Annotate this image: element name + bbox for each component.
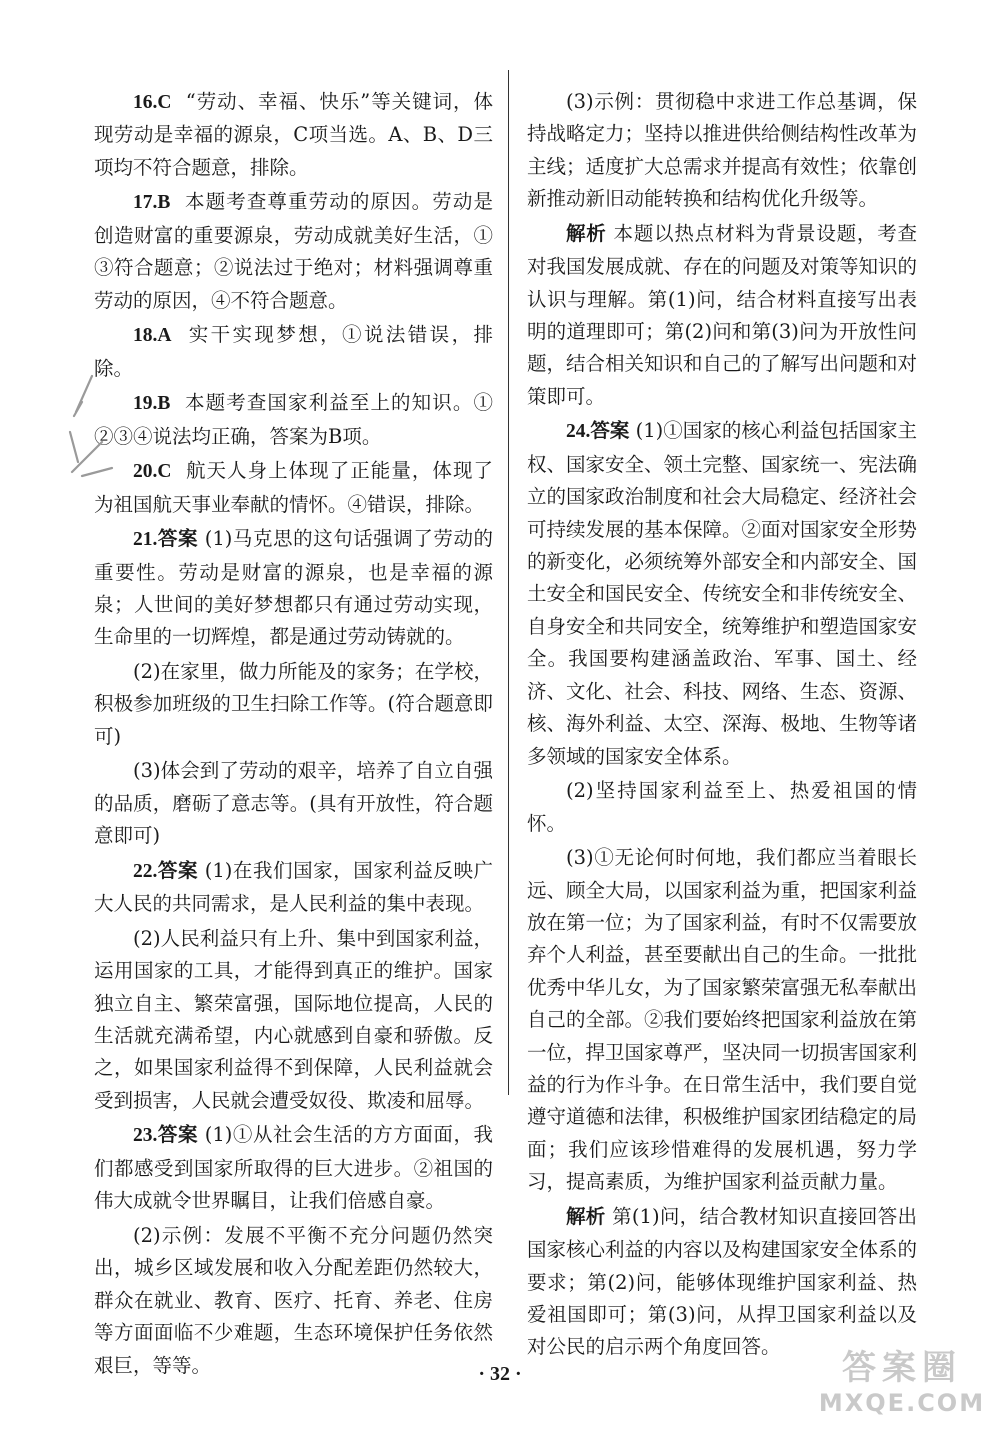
question-number: 19.B [133,393,171,415]
answer-keyword: 答案 [157,529,199,551]
answer-text: (2)坚持国家利益至上、热爱祖国的情怀。 [527,779,917,835]
answer-paragraph [94,855,493,921]
answer-keyword: 答案 [157,860,199,882]
answer-text: (1)马克思的这句话强调了劳动的重要性。劳动是财富的源泉，也是幸福的源泉；人世间的美好梦想都只有通过劳动实现，生命里的一切辉煌，都是通过劳动铸就的。 [94,527,493,649]
question-number: 23. [133,1125,158,1147]
answer-keyword: 答案 [590,421,630,443]
answer-text: (3)①无论何时何地，我们都应当着眼长远、顾全大局，以国家利益为重，把国家利益放在第一位；为了国家利益，有时不仅需要放弃个人利益，甚至要献出自己的生命。一批批优秀中华儿女，为了国家繁荣富强无私奉献出自己的全部。②我们要始终把国家利益放在第一位，捍卫国家尊严，坚决同一切损害国家利益的行为作斗争。在日常生活中，我们要自觉遵守道德和法律，积极维护国家团结稳定的局面；我们应该珍惜难得的发展机遇，努力学习，提高素质，为维护国家利益贡献力量。 [527,846,918,1194]
label-spacer [171,90,185,113]
column-divider [508,70,509,1095]
label-spacer [198,1123,205,1146]
question-number: 22. [133,860,158,882]
answer-paragraph [94,319,493,385]
right-column [527,86,917,1366]
answer-paragraph [527,415,917,772]
answer-paragraph [94,387,493,453]
question-number: 21. [133,529,158,551]
answer-keyword: 解析 [566,223,607,245]
label-spacer [171,459,185,482]
left-column [94,86,493,1384]
answer-paragraph [94,455,493,521]
label-spacer [170,190,185,213]
answer-text: 本题以热点材料为背景设题，考查对我国发展成就、存在的问题及对策等知识的认识与理解。第(1)问，结合材料直接写出表明的道理即可；第(2)问和第(3)问为开放性问题，结合相关知识和自己的了解写出问题和对策即可。 [527,221,918,408]
watermark-site: MXQE.COM [818,1389,986,1417]
answer-text: 实干实现梦想，①说法错误，排除。 [94,323,493,380]
page-number: · 32 · [478,1363,522,1385]
answer-text: (3)体会到了劳动的艰辛，培养了自立自强的品质，磨砺了意志等。(具有开放性，符合题意即可) [94,759,493,848]
answer-text: (1)①从社会生活的方方面面，我们都感受到国家所取得的巨大进步。②祖国的伟大成就令世界瞩目，让我们倍感自豪。 [94,1123,493,1213]
answer-text: (2)示例：发展不平衡不充分问题仍然突出，城乡区域发展和收入分配差距仍然较大，群众在就业、教育、医疗、托育、养老、住房等方面面临不少难题，生态环境保护任务依然艰巨，等等。 [94,1223,493,1377]
label-spacer [198,527,205,550]
question-number: 24. [566,421,591,443]
answer-text: (3)示例：贯彻稳中求进工作总基调，保持战略定力；坚持以推进供给侧结构性改革为主线；适度扩大总需求并提高有效性；依靠创新推动新旧动能转换和结构优化升级等。 [527,90,918,211]
label-spacer [171,323,188,346]
answer-text: (2)人民利益只有上升、集中到国家利益，运用国家的工具，才能得到真正的维护。国家独立自主、繁荣富强，国际地位提高，人民的生活就充满希望，内心就感到自豪和骄傲。反之，如果国家利益得不到保障，人民利益就会受到损害，人民就会遭受奴役、欺凌和屈辱。 [94,926,493,1112]
answer-paragraph [527,842,917,1198]
label-spacer [170,391,185,414]
answer-text: (1)在我们国家，国家利益反映广大人民的共同需求，是人民利益的集中表现。 [94,858,493,916]
answer-paragraph [527,775,917,840]
label-spacer [198,859,205,882]
watermark [812,1348,992,1428]
answer-keyword: 解析 [566,1206,606,1228]
answer-paragraph [527,86,917,216]
watermark-logo: 答案圈 [842,1348,962,1388]
answer-paragraph [94,86,493,184]
pen-scribble-mark [62,372,122,492]
answer-text: 本题考查尊重劳动的原因。劳动是创造财富的重要源泉，劳动成就美好生活，①③符合题意；②说法过于绝对；材料强调尊重劳动的原因，④不符合题意。 [94,190,493,312]
answer-text: (1)①国家的核心利益包括国家主权、国家安全、领土完整、国家统一、宪法确立的国家政治制度和社会大局稳定、经济社会可持续发展的基本保障。②面对国家安全形势的新变化，必须统筹外部安全和内部安全、国土安全和国民安全、传统安全和非传统安全、自身安全和共同安全，统筹维护和塑造国家安全。我国要构建涵盖政治、军事、国土、经济、文化、社会、科技、网络、生态、资源、核、海外利益、太空、深海、极地、生物等诸多领域的国家安全体系。 [527,419,918,768]
question-number: 16.C [133,92,172,113]
answer-paragraph [94,1119,493,1217]
question-number: 18.A [133,325,172,347]
label-spacer [607,222,614,245]
answer-paragraph [94,656,493,753]
answer-paragraph [94,523,493,654]
answer-paragraph [527,1201,917,1364]
answer-paragraph [527,218,917,413]
answer-paragraph [94,755,493,852]
answer-keyword: 答案 [157,1125,199,1147]
answer-text: 第(1)问，结合教材知识直接回答出国家核心利益的内容以及构建国家安全体系的要求；第(2)问，能够体现维护国家利益、热爱祖国即可；第(3)问，从捍卫国家利益以及对公民的启示两个角度回答。 [527,1204,918,1359]
question-number: 17.B [133,192,171,214]
answer-paragraph [94,1220,493,1382]
answer-text: 航天人身上体现了正能量，体现了为祖国航天事业奉献的情怀。④错误，排除。 [94,459,493,516]
answer-paragraph [94,923,493,1117]
question-number: 20.C [133,461,172,483]
answer-text: 本题考查国家利益至上的知识。①②③④说法均正确，答案为B项。 [94,391,493,448]
answer-paragraph [94,186,493,317]
answer-text: “劳动、幸福、快乐”等关键词，体现劳动是幸福的源泉，C项当选。A、B、D三项均不符合题意，排除。 [94,90,493,179]
answer-text: (2)在家里，做力所能及的家务；在学校，积极参加班级的卫生扫除工作等。(符合题意即可) [94,660,493,748]
